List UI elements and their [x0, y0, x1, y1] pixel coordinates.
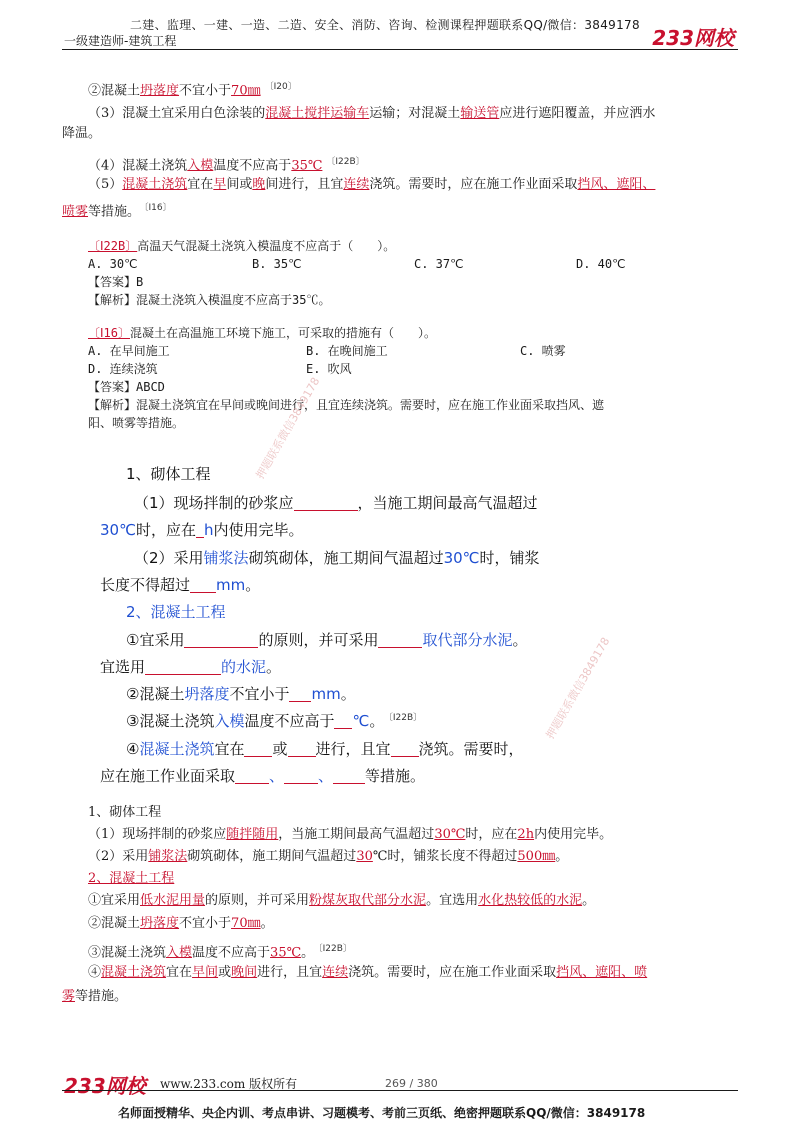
blank — [190, 578, 216, 593]
slide-line-1: （1）现场拌制的砂浆应 ，当施工期间最高气温超过 — [134, 494, 538, 512]
q1-option-b: B. 35℃ — [252, 257, 302, 271]
watermark: 押题联系微信3849178 — [253, 375, 323, 482]
blank — [235, 769, 269, 784]
blank — [145, 660, 221, 675]
slide-line-c2: ②混凝土坍落度不宜小于 mm。 — [126, 685, 356, 703]
top-line-2: （3）混凝土宜采用白色涂装的混凝土搅拌运输车运输；对混凝土输送管应进行遮阳覆盖，并应洒水 — [88, 106, 656, 121]
bottom-line-c4-cont: 雾等措施。 — [62, 989, 128, 1004]
question-tag: 〔Ⅰ20〕 — [264, 82, 297, 92]
q1-option-c: C. 37℃ — [414, 257, 464, 271]
q2-analysis-line1: 【解析】混凝土浇筑宜在早间或晚间进行，且宜连续浇筑。需要时，应在施工作业面采取挡风、遮 — [88, 398, 605, 412]
slide-line-c3: ③混凝土浇筑入模温度不应高于 ℃。 $^{〔Ⅰ22B〕}$ — [126, 712, 423, 730]
top-line-4-cont: 喷雾等措施。 $^{〔Ⅰ16〕}$ — [62, 203, 172, 220]
blank — [378, 633, 422, 648]
q1-option-a: A. 30℃ — [88, 257, 138, 271]
q2-option-b: B. 在晚间施工 — [306, 344, 388, 358]
blank — [184, 633, 258, 648]
blank — [294, 496, 358, 511]
slide-line-1-cont: 30℃时，应在 h内使用完毕。 — [100, 521, 304, 539]
bottom-line-2: （2）采用铺浆法砌筑砌体，施工期间气温超过30℃时，铺浆长度不得超过500㎜。 — [88, 849, 569, 864]
footer-ad-line: 名师面授精华、央企内训、考点串讲、习题模考、考前三页纸、绝密押题联系QQ/微信：3849178 — [118, 1106, 646, 1120]
q2-option-e: E. 吹风 — [306, 362, 352, 376]
blank — [289, 687, 311, 702]
q2-stem: 〔Ⅰ16〕混凝土在高温施工环境下施工，可采取的措施有（ ）。 — [88, 326, 437, 340]
slide-line-c1: ①宜采用 的原则，并可采用 取代部分水泥。 — [126, 631, 528, 649]
q2-analysis-line2: 阳、喷雾等措施。 — [88, 416, 185, 430]
bottom-line-c1: ①宜采用低水泥用量的原则，并可采用粉煤灰取代部分水泥。宜选用水化热较低的水泥。 — [88, 893, 596, 908]
q2-option-a: A. 在早间施工 — [88, 344, 170, 358]
slide-line-c4-cont: 应在施工作业面采取 、 、 等措施。 — [100, 767, 426, 785]
header-logo: 233网校 — [652, 26, 734, 50]
blank — [284, 769, 318, 784]
bottom-heading-masonry: 1、砌体工程 — [88, 805, 162, 820]
slide-line-2-cont: 长度不得超过 mm。 — [100, 576, 261, 594]
slide-line-2: （2）采用铺浆法砌筑砌体，施工期间气温超过30℃时，铺浆 — [134, 549, 540, 567]
bottom-line-c3: ③混凝土浇筑入模温度不应高于35℃。 $^{〔Ⅰ22B〕}$ — [88, 944, 352, 961]
bottom-line-c2: ②混凝土坍落度不宜小于70㎜。 — [88, 916, 274, 931]
slide-line-c1-cont: 宜选用 的水泥。 — [100, 658, 282, 676]
header-divider — [62, 49, 738, 50]
q2-option-c: C. 喷雾 — [520, 344, 566, 358]
q1-answer: 【答案】B — [88, 275, 144, 289]
blank — [333, 769, 365, 784]
top-line-4: （5）混凝土浇筑宜在早间或晚间进行，且宜连续浇筑。需要时，应在施工作业面采取挡风、遮阳、 — [88, 177, 656, 192]
footer-site[interactable]: www.233.com 版权所有 — [160, 1077, 298, 1091]
page-number: 269 / 380 — [385, 1077, 438, 1090]
footer-divider — [62, 1090, 738, 1091]
header-subtitle: 一级建造师-建筑工程 — [64, 34, 177, 48]
header-ad-line: 二建、监理、一建、一造、二造、安全、消防、咨询、检测课程押题联系QQ/微信：3849178 — [130, 18, 640, 32]
slide-line-c4: ④混凝土浇筑宜在 或 进行，且宜 浇筑。需要时， — [126, 740, 524, 758]
bottom-line-1: （1）现场拌制的砂浆应随拌随用，当施工期间最高气温超过30℃时，应在2h内使用完毕。 — [88, 827, 613, 842]
blank — [288, 742, 316, 757]
q2-option-d: D. 连续浇筑 — [88, 362, 158, 376]
blank — [334, 714, 352, 729]
q2-answer: 【答案】ABCD — [88, 380, 165, 394]
blank — [391, 742, 419, 757]
top-line-1: ②混凝土坍落度不宜小于70㎜ $^{〔Ⅰ20〕}$ — [88, 82, 297, 99]
top-line-2-cont: 降温。 — [62, 126, 102, 141]
q1-stem: 〔Ⅰ22B〕高温天气混凝土浇筑入模温度不应高于（ ）。 — [88, 239, 396, 253]
footer-logo: 233网校 — [64, 1074, 146, 1098]
watermark: 押题联系微信3849178 — [543, 635, 613, 742]
bottom-heading-concrete: 2、混凝土工程 — [88, 871, 175, 886]
q1-option-d: D. 40℃ — [576, 257, 626, 271]
slide-heading-concrete: 2、混凝土工程 — [126, 603, 226, 621]
blank — [196, 523, 204, 538]
slide-heading-masonry: 1、砌体工程 — [126, 465, 211, 483]
top-line-3: （4）混凝土浇筑入模温度不应高于35℃ $^{〔Ⅰ22B〕}$ — [88, 157, 365, 174]
bottom-line-c4: ④混凝土浇筑宜在早间或晚间进行，且宜连续浇筑。需要时，应在施工作业面采取挡风、遮阳、喷 — [88, 965, 648, 980]
blank — [244, 742, 272, 757]
q1-analysis: 【解析】混凝土浇筑入模温度不应高于35℃。 — [88, 293, 331, 307]
kw-slump: 坍落度 — [140, 83, 180, 99]
